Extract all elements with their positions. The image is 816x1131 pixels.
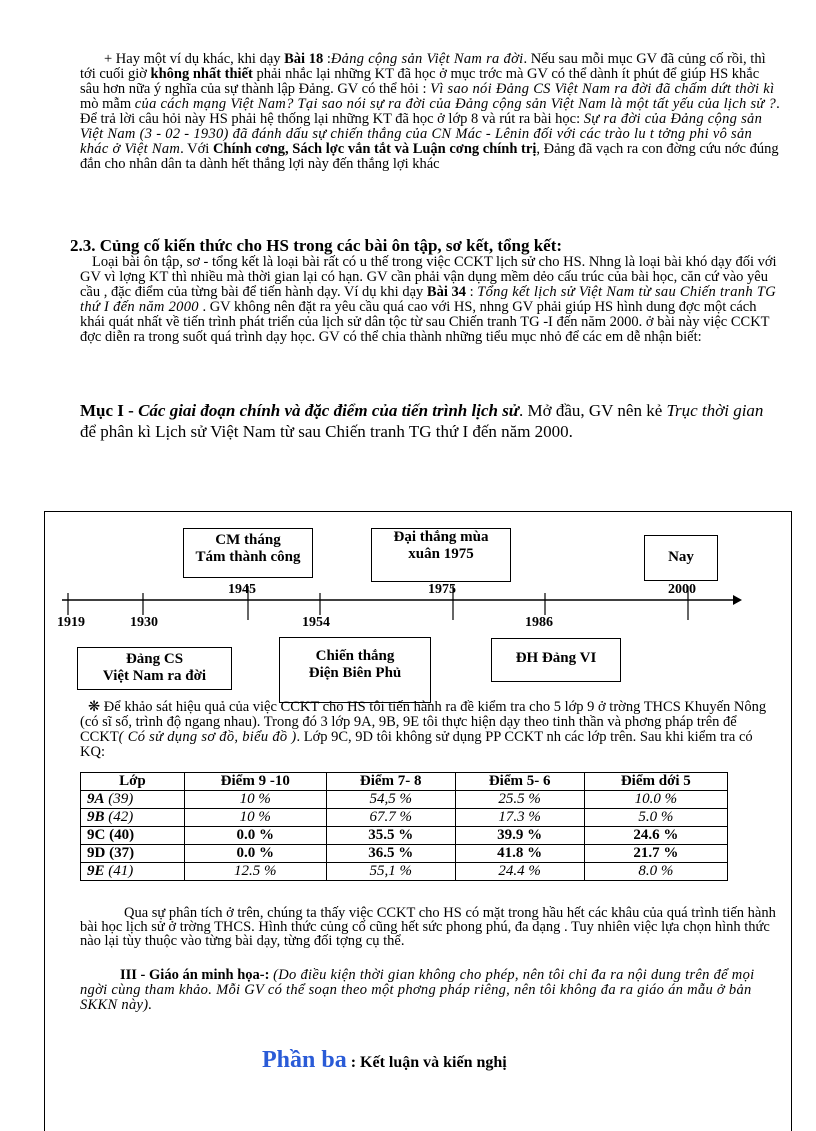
tl-dcs-line1: Đảng CS [125, 651, 184, 667]
paragraph-giao-an [80, 968, 780, 1013]
p1-t1: . Nếu sau mỗi mục GV đã củng cố rồi, thì tới cuối giờ [80, 51, 766, 82]
row-class: 9C [87, 827, 106, 843]
p1-q2: của cách mạng Việt Nam? Tại sao nói sự ra đời của Đảng cộng sản Việt Nam là một tất yếu của lịch sử ? [134, 96, 777, 112]
p1-t3: mò mẫm [80, 96, 135, 112]
muc1-title: Các giai đoạn chính và đặc điểm của tiến trình lịch sử [138, 401, 519, 420]
cell-5-6: 24.4 % [455, 863, 584, 881]
cell-duoi-5: 21.7 % [584, 845, 727, 863]
row-class: 9A [87, 791, 105, 807]
p1-colon: : [323, 51, 331, 67]
year-2000: 2000 [668, 582, 696, 597]
row-class: 9B [87, 809, 105, 825]
row-class: 9E [87, 863, 105, 879]
cell-9-10: 10 % [184, 791, 326, 809]
cell-7-8: 67.7 % [326, 809, 455, 827]
table-row [81, 845, 728, 863]
p2-t1: Loại bài ôn tập, sơ - tổng kết là loại bài rất có u thế trong việc CCKT lịch sử cho HS. Nhng là loại bài khó dạy đối với GV vì lợng KT thì nhiều mà thời gian lại có hạn. GV cần phải vận dụng mềm dẻo cấu trúc của bài học, căn cứ vào yêu cầu , đặc điểm của từng bài để tiến hành dạy. Ví dụ khi dạy [80, 254, 777, 300]
paragraph-phan-tich: Qua sự phân tích ở trên, chúng ta thấy việc CCKT cho HS có mặt trong hầu hết các khâu của quá trình tiến hành bài học lịch sử ở trờng THCS. Hình thức củng cố cũng hết sức phong phú, đa dạng . Tuy nhiên việc lựa chọn hình thức nào lại tùy thuộc vào từng bài dạy, từng đối tợng cụ thể. [80, 905, 776, 949]
tl-dcs-line2: Việt Nam ra đời [102, 668, 207, 684]
year-1986: 1986 [525, 615, 553, 630]
cell-7-8: 36.5 % [326, 845, 455, 863]
results-table [80, 772, 728, 881]
p1-t5: . Với [180, 141, 213, 157]
p1-cc: Chính cơng, Sách lợc vắn tắt và Luận cơng chính trị [212, 141, 537, 157]
p3-text: Để khảo sát hiệu quả của việc CCKT cho HS tôi tiến hành ra đề kiểm tra cho 5 lớp 9 ở trờng THCS Khuyến Nông (có sĩ số, trình độ ngang nhau). Trong đó 3 lớp 9A, 9B, 9E tôi thực hiện dạy theo tinh thần và phơng pháp trên để CCKT [80, 699, 767, 745]
timeline-box-dien-bien-phu [279, 637, 431, 703]
cell-9-10: 0.0 % [184, 827, 326, 845]
year-1930: 1930 [130, 615, 158, 630]
table-row [81, 827, 728, 845]
tl-dt-line2: xuân 1975 [408, 546, 474, 562]
cell-duoi-5: 24.6 % [584, 827, 727, 845]
cell-7-8: 55,1 % [326, 863, 455, 881]
timeline-box-dai-thang [371, 528, 511, 582]
p1-knt: không nhất thiết [150, 66, 253, 82]
row-class: 9D [87, 845, 106, 861]
p2-t3: . GV không nên đặt ra yêu cầu quá cao với HS, nhng GV phải giúp HS hình dung đợc một cách khái quát nhất về tiến trình phát triển của lịch sử dân tộc từ sau Chiến tranh TG -I đến năm 2000. ở bài này việc CCKT đợc diễn ra trong suốt quá trình dạy học. GV có thể chia thành những tiểu mục nhỏ để các em dễ nhận biết: [80, 299, 770, 345]
p1-t2: phải nhắc lại những KT đã học ở mục trớc mà GV có thể dành ít phút để giúp HS khắc sâu hơn nữa ý nghĩa của sự thành lập Đảng. GV có thể hỏi : [80, 66, 760, 97]
table-header-row [81, 773, 728, 791]
cell-5-6: 25.5 % [455, 791, 584, 809]
cell-duoi-5: 10.0 % [584, 791, 727, 809]
p5-italic: (Do điều kiện thời gian không cho phép, nên tôi chỉ đa ra nội dung trên để mọi ngời cùng tham khảo. Mỗi GV có thể soạn theo một phơng pháp riêng, nên tôi không đa ra giáo án mẫu ở bản SKKN này). [80, 967, 755, 1013]
cell-5-6: 41.8 % [455, 845, 584, 863]
row-count: (41) [108, 863, 134, 879]
cell-9-10: 10 % [184, 809, 326, 827]
row-count: (42) [108, 809, 134, 825]
p1-lesson: Sự ra đời của Đảng cộng sản Việt Nam (3 - 02 - 1930) đã đánh dấu sự chiến thắng của CN Mác - Lênin đối với các trào lu t tởng phi vô sản khác ở Việt Nam [80, 111, 763, 157]
tl-dt-line1: Đại thắng mùa [393, 529, 489, 545]
p1-q1: Vì sao nói Đảng CS Việt Nam ra đời đã chấm dứt thời kì [430, 81, 775, 97]
p2-title34: Tổng kết lịch sử Việt Nam từ sau Chiến tranh TG thứ I đến năm 2000 [80, 284, 776, 315]
p1-lead: + Hay một ví dụ khác, khi dạy [104, 51, 285, 67]
part-three-label: Phần ba [262, 1047, 347, 1073]
year-1919: 1919 [57, 615, 85, 630]
muc1-truc: Trục thời gian [666, 401, 764, 420]
p3-t2: . Lớp 9C, 9D tôi không sử dụng PP CCKT nh các lớp trên. Sau khi kiểm tra có KQ: [80, 729, 753, 760]
muc1-t1: . Mở đầu, GV nên kẻ [519, 401, 667, 420]
cell-7-8: 35.5 % [326, 827, 455, 845]
row-count: (40) [109, 827, 135, 843]
paragraph-khao-sat [80, 700, 780, 760]
paragraph-on-tap [80, 255, 780, 345]
p3-italic: ( Có sử dụng sơ đồ, biểu đồ ) [118, 729, 297, 745]
muc-1 [80, 400, 780, 442]
timeline-box-dh-dang-vi [491, 638, 621, 682]
tl-cm-line2: Tám thành công [195, 549, 301, 565]
part-three-subtitle: : Kết luận và kiến nghị [346, 1054, 507, 1071]
col-header-lop: Lớp [81, 773, 185, 791]
table-row [81, 809, 728, 827]
tl-cm-line1: CM tháng [215, 532, 281, 548]
p1-title18: Đảng cộng sản Việt Nam ra đời [330, 51, 524, 67]
table-row [81, 791, 728, 809]
tl-dbp-line2: Điện Biên Phủ [308, 665, 402, 681]
part-three-title [262, 1047, 507, 1074]
p1-bai18: Bài 18 [284, 51, 324, 67]
cell-duoi-5: 5.0 % [584, 809, 727, 827]
muc1-t2: để phân kì Lịch sử Việt Nam từ sau Chiến tranh TG thứ I đến năm 2000. [80, 422, 573, 441]
p2-t2: : [465, 284, 478, 300]
year-1975: 1975 [428, 582, 456, 597]
cell-7-8: 54,5 % [326, 791, 455, 809]
cell-9-10: 12.5 % [184, 863, 326, 881]
row-count: (39) [108, 791, 134, 807]
cell-duoi-5: 8.0 % [584, 863, 727, 881]
p1-t4: . Để trả lời câu hỏi này HS phải hệ thống lại những KT đã học ở lớp 8 và rút ra bài học: [80, 96, 780, 127]
p5-label: III - Giáo án minh họa-: [120, 967, 270, 983]
tl-dbp-line1: Chiến thắng [315, 648, 395, 664]
year-1954: 1954 [302, 615, 330, 630]
year-1945: 1945 [228, 582, 256, 597]
timeline-box-cm-thang-tam [183, 528, 313, 578]
col-header-duoi-5: Điểm dới 5 [584, 773, 727, 791]
cell-5-6: 17.3 % [455, 809, 584, 827]
section-heading-2-3: 2.3. Củng cố kiến thức cho HS trong các bài ôn tập, sơ kết, tổng kết: [70, 236, 563, 255]
p3-bullet: ❋ [88, 699, 101, 715]
p1-t6: , Đảng đã vạch ra con đờng cứu nớc đúng đắn cho nhân dân ta dành hết thắng lợi này đến thắng lợi khác [80, 141, 779, 172]
paragraph-bai18 [80, 52, 780, 172]
muc1-label: Mục I - [80, 401, 139, 420]
tl-dh: ĐH Đảng VI [515, 650, 597, 666]
row-count: (37) [109, 845, 135, 861]
timeline-box-nay [644, 535, 718, 581]
p2-bai34: Bài 34 [426, 284, 466, 300]
timeline-box-dang-cs [77, 647, 232, 690]
table-row [81, 863, 728, 881]
col-header-5-6: Điểm 5- 6 [455, 773, 584, 791]
col-header-7-8: Điểm 7- 8 [326, 773, 455, 791]
tl-nay: Nay [668, 549, 694, 565]
cell-9-10: 0.0 % [184, 845, 326, 863]
col-header-9-10: Điểm 9 -10 [184, 773, 326, 791]
cell-5-6: 39.9 % [455, 827, 584, 845]
